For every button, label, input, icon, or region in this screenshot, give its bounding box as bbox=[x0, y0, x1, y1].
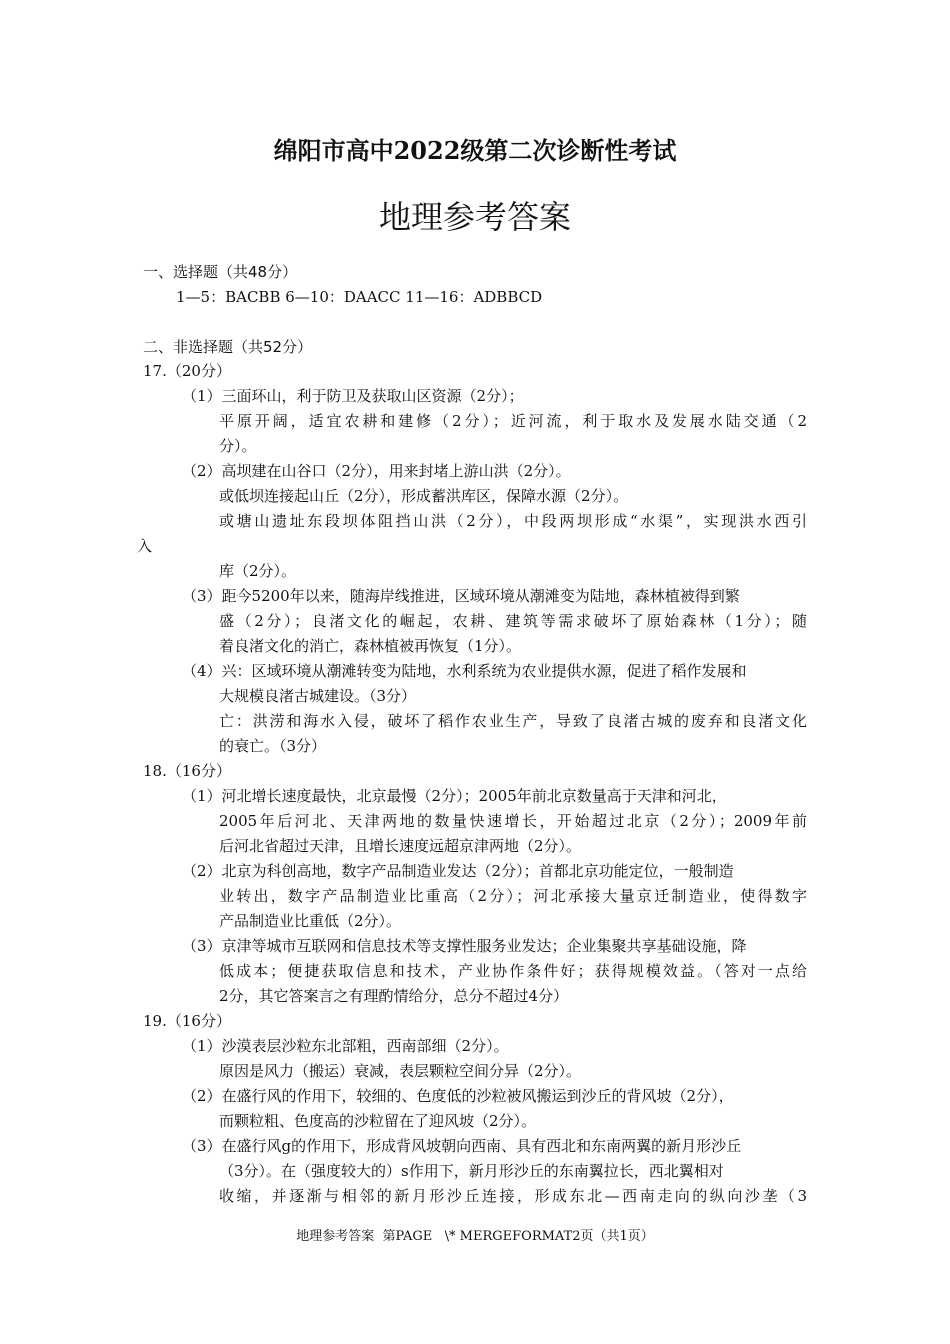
section-heading-nonchoice: 二、非选择题（共52分） bbox=[143, 338, 313, 356]
answer-line: （1）沙漠表层沙粒东北部粗，西南部细（2分）。 bbox=[182, 1037, 509, 1055]
answer-line: 后河北省超过天津，且增长速度远超京津两地（2分）。 bbox=[219, 837, 582, 855]
exam-title: 绵阳市高中2022级第二次诊断性考试 bbox=[273, 136, 677, 165]
answer-line: （2）北京为科创高地，数字产品制造业发达（2分）；首都北京功能定位，一般制造 bbox=[182, 862, 734, 880]
answer-line: 分）。 bbox=[219, 437, 257, 455]
answer-line: （3分）。在（强度较大的）s作用下，新月形沙丘的东南翼拉长，西北翼相对 bbox=[219, 1162, 724, 1180]
answer-line: （2）在盛行风的作用下，较细的、色度低的沙粒被风搬运到沙丘的背风坡（2分）， bbox=[182, 1087, 734, 1105]
answer-line: （1）河北增长速度最快，北京最慢（2分）；2005年前北京数量高于天津和河北， bbox=[182, 787, 727, 805]
answer-line: （3）京津等城市互联网和信息技术等支撑性服务业发达；企业集聚共享基础设施，降 bbox=[182, 937, 747, 955]
answer-line: 着良渚文化的消亡，森林植被再恢复（1分）。 bbox=[219, 637, 522, 655]
answer-line: 低成本；便捷获取信息和技术，产业协作条件好；获得规模效益。（答对一点给 bbox=[219, 962, 807, 980]
answer-line: （1）三面环山，利于防卫及获取山区资源（2分）； bbox=[182, 387, 524, 405]
document-title: 地理参考答案 bbox=[378, 198, 571, 236]
question-19-heading: 19.（16分） bbox=[143, 1012, 231, 1030]
answer-line: 盛（2分）；良渚文化的崛起，农耕、建筑等需求破坏了原始森林（1分）；随 bbox=[219, 612, 807, 630]
answer-line: 业转出，数字产品制造业比重高（2分）；河北承接大量京迁制造业，使得数字 bbox=[219, 887, 807, 905]
answer-line: 而颗粒粗、色度高的沙粒留在了迎风坡（2分）。 bbox=[219, 1112, 537, 1130]
answer-line: 大规模良渚古城建设。（3分） bbox=[219, 687, 417, 705]
question-18-heading: 18.（16分） bbox=[143, 762, 231, 780]
answer-line: 入 bbox=[137, 537, 153, 555]
answer-line: 2005年后河北、天津两地的数量快速增长，开始超过北京（2分）；2009年前 bbox=[219, 812, 807, 830]
answer-line: 原因是风力（搬运）衰减，表层颗粒空间分异（2分）。 bbox=[219, 1062, 582, 1080]
answer-line: （3）在盛行风g的作用下，形成背风坡朝向西南、具有西北和东南两翼的新月形沙丘 bbox=[182, 1137, 742, 1155]
answer-line: （4）兴：区域环境从潮滩转变为陆地，水利系统为农业提供水源，促进了稻作发展和 bbox=[182, 662, 747, 680]
answer-line: 库（2分）。 bbox=[219, 562, 297, 580]
choice-answers: 1—5：BACBB 6—10：DAACC 11—16：ADBBCD bbox=[176, 288, 543, 306]
answer-line: （3）距今5200年以来，随海岸线推进，区域环境从潮滩变为陆地，森林植被得到繁 bbox=[182, 587, 740, 605]
answer-line: （2）高坝建在山谷口（2分），用来封堵上游山洪（2分）。 bbox=[182, 462, 571, 480]
answer-line: 2分，其它答案言之有理酌情给分，总分不超过4分） bbox=[219, 987, 569, 1005]
answer-line: 或低坝连接起山丘（2分），形成蓄洪库区，保障水源（2分）。 bbox=[219, 487, 629, 505]
page-footer: 地理参考答案 第PAGE \* MERGEFORMAT2页（共1页） bbox=[296, 1229, 654, 1244]
answer-line: 收缩，并逐渐与相邻的新月形沙丘连接，形成东北—西南走向的纵向沙垄（3 bbox=[219, 1187, 807, 1205]
answer-line: 平原开阔，适宜农耕和建修（2分）；近河流，利于取水及发展水陆交通（2 bbox=[219, 412, 807, 430]
question-17-heading: 17.（20分） bbox=[143, 362, 231, 380]
section-heading-choice: 一、选择题（共48分） bbox=[143, 263, 298, 281]
answer-line: 亡：洪涝和海水入侵，破坏了稻作农业生产，导致了良渚古城的废弃和良渚文化 bbox=[219, 712, 807, 730]
answer-line: 或塘山遗址东段坝体阻挡山洪（2分），中段两坝形成“水渠”，实现洪水西引 bbox=[219, 512, 807, 530]
answer-line: 的衰亡。（3分） bbox=[219, 737, 327, 755]
answer-line: 产品制造业比重低（2分）。 bbox=[219, 912, 402, 930]
